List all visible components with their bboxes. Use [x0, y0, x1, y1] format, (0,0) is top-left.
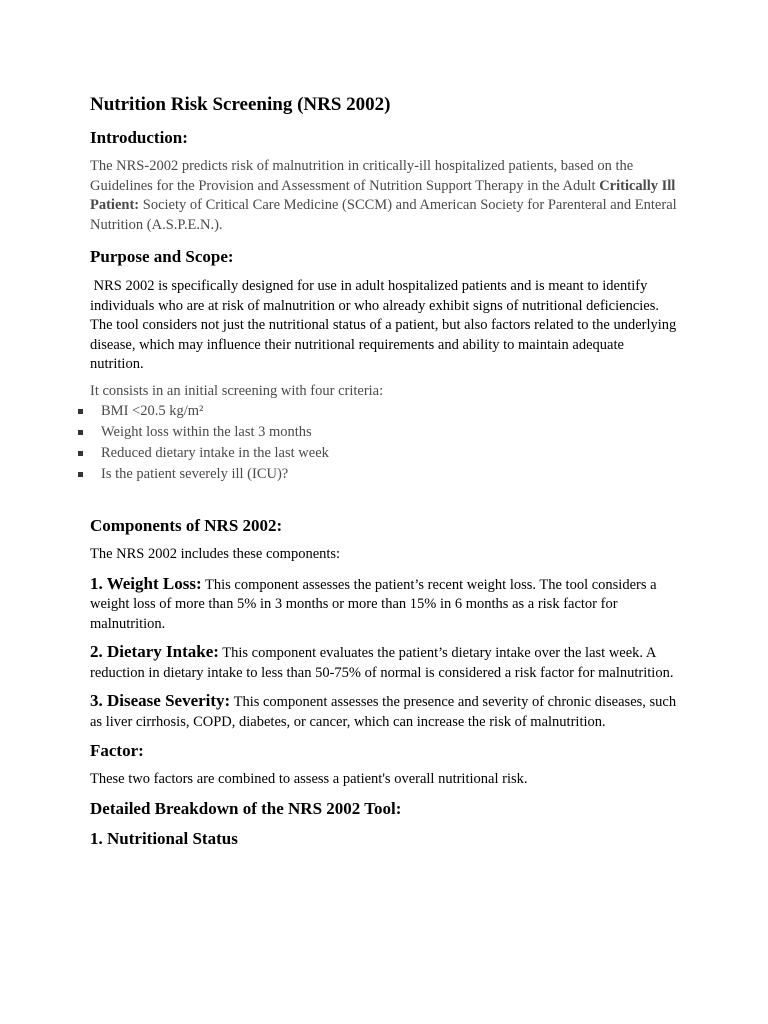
component-text: This component assesses the presence and severity of chronic diseases, such as liver cirrhosis, COPD, diabetes, or cancer, which can increase the risk of malnutrition. — [90, 694, 677, 730]
component-text: This component evaluates the patient’s dietary intake over the last week. A reduction in dietary intake to less than 50-75% of normal is considered a risk factor for malnutrition. — [90, 645, 674, 681]
page-title: Nutrition Risk Screening (NRS 2002) — [90, 94, 391, 115]
factor-heading: Factor: — [90, 741, 144, 760]
component-text: This component assesses the patient’s recent weight loss. The tool considers a weight loss of more than 5% in 3 months or more than 15% in 6 months as a risk factor for malnutrition. — [90, 576, 657, 632]
breakdown-heading: Detailed Breakdown of the NRS 2002 Tool: — [90, 798, 402, 818]
criteria-list — [90, 401, 680, 485]
introduction-text-part2: Society of Critical Care Medicine (SCCM) and American Society for Parenteral and Enteral Nutrition (A.S.P.E.N.). — [90, 197, 677, 233]
breakdown-subheading: 1. Nutritional Status — [90, 828, 238, 848]
purpose-heading: Purpose and Scope: — [90, 247, 234, 266]
component-title: 2. Dietary Intake: — [90, 642, 219, 661]
component-title: 1. Weight Loss: — [90, 573, 202, 593]
document-body — [90, 93, 680, 850]
introduction-bold-text: Critically Ill Patient: — [90, 177, 676, 213]
list-item: Is the patient severely ill (ICU)? — [90, 464, 680, 485]
list-item: BMI <20.5 kg/m² — [90, 401, 680, 422]
components-heading: Components of NRS 2002: — [90, 516, 283, 535]
components-intro: The NRS 2002 includes these components: — [90, 546, 341, 562]
component-title: 3. Disease Severity: — [90, 691, 231, 710]
list-item: Weight loss within the last 3 months — [90, 422, 680, 443]
criteria-intro: It consists in an initial screening with four criteria: — [90, 382, 384, 399]
component-disease-severity — [90, 691, 680, 732]
factor-paragraph: These two factors are combined to assess a patient's overall nutritional risk. — [90, 771, 528, 787]
introduction-heading: Introduction: — [90, 128, 188, 147]
introduction-paragraph — [90, 157, 680, 235]
introduction-text-part1: The NRS-2002 predicts risk of malnutrition in critically-ill hospitalized patients, based on the Guidelines for the Provision and Assessment of Nutrition Support Therapy in the Adult — [90, 158, 634, 194]
component-weight-loss — [90, 574, 680, 635]
purpose-paragraph: NRS 2002 is specifically designed for use in adult hospitalized patients and is meant to identify individuals who are at risk of malnutrition or who already exhibit signs of nutritional deficiencies. The tool considers not just the nutritional status of a patient, but also factors related to the underlying disease, which may influence their nutritional requirements and ability to maintain adequate nutrition. — [90, 278, 680, 372]
list-item: Reduced dietary intake in the last week — [90, 443, 680, 464]
component-dietary-intake — [90, 642, 680, 683]
